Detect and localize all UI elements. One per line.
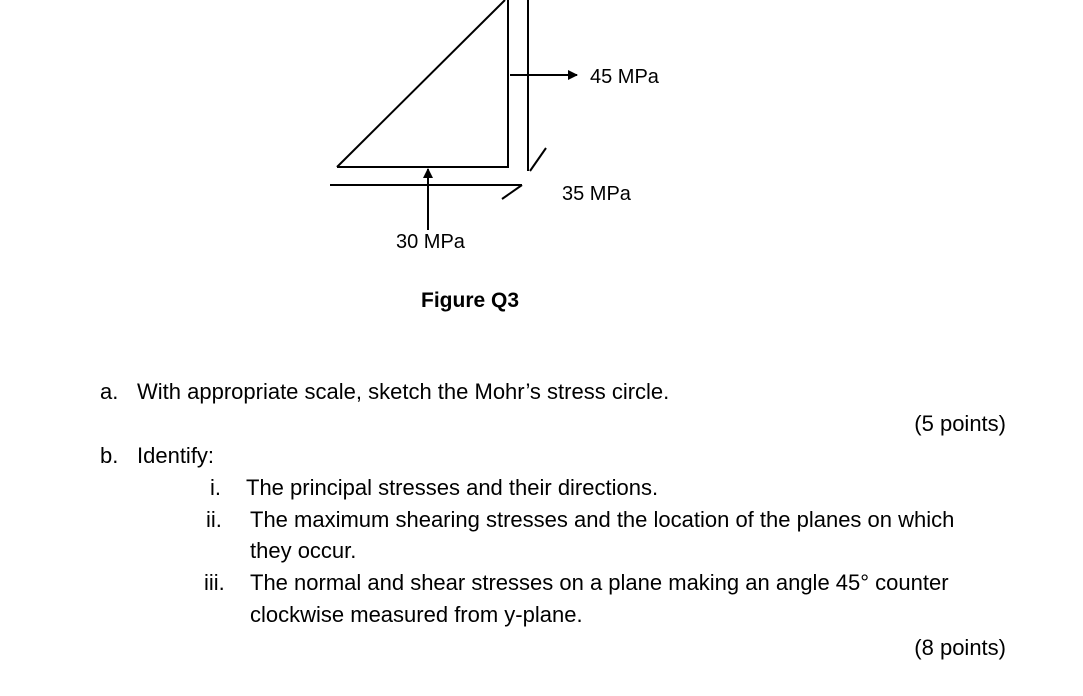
label-35-mpa: 35 MPa bbox=[562, 183, 631, 205]
wedge-hypotenuse bbox=[337, 0, 505, 167]
question-a-marker: a. bbox=[100, 379, 119, 404]
label-45-mpa: 45 MPa bbox=[590, 66, 659, 88]
question-a-text: With appropriate scale, sketch the Mohr’s stress circle. bbox=[137, 379, 670, 404]
item-iii-text-line1: The normal and shear stresses on a plane making an angle 45° counter bbox=[250, 570, 949, 595]
horizontal-shear-tick bbox=[502, 185, 522, 199]
item-ii-marker: ii. bbox=[206, 507, 222, 532]
question-b-marker: b. bbox=[100, 443, 119, 468]
question-b-points: (8 points) bbox=[914, 635, 1006, 660]
item-iii-text-line2: clockwise measured from y-plane. bbox=[250, 602, 583, 627]
question-a-points: (5 points) bbox=[914, 411, 1006, 436]
stress-element-figure bbox=[0, 0, 1083, 320]
item-i-marker: i. bbox=[210, 475, 221, 500]
question-b-text: Identify: bbox=[137, 443, 215, 468]
item-ii-text-line2: they occur. bbox=[250, 538, 357, 563]
item-i-text: The principal stresses and their directions. bbox=[246, 475, 659, 500]
figure-caption: Figure Q3 bbox=[421, 289, 520, 312]
item-iii-marker: iii. bbox=[204, 570, 225, 595]
label-30-mpa: 30 MPa bbox=[396, 231, 465, 253]
item-ii-text-line1: The maximum shearing stresses and the location of the planes on which bbox=[250, 507, 955, 532]
vertical-shear-tick bbox=[530, 148, 546, 171]
